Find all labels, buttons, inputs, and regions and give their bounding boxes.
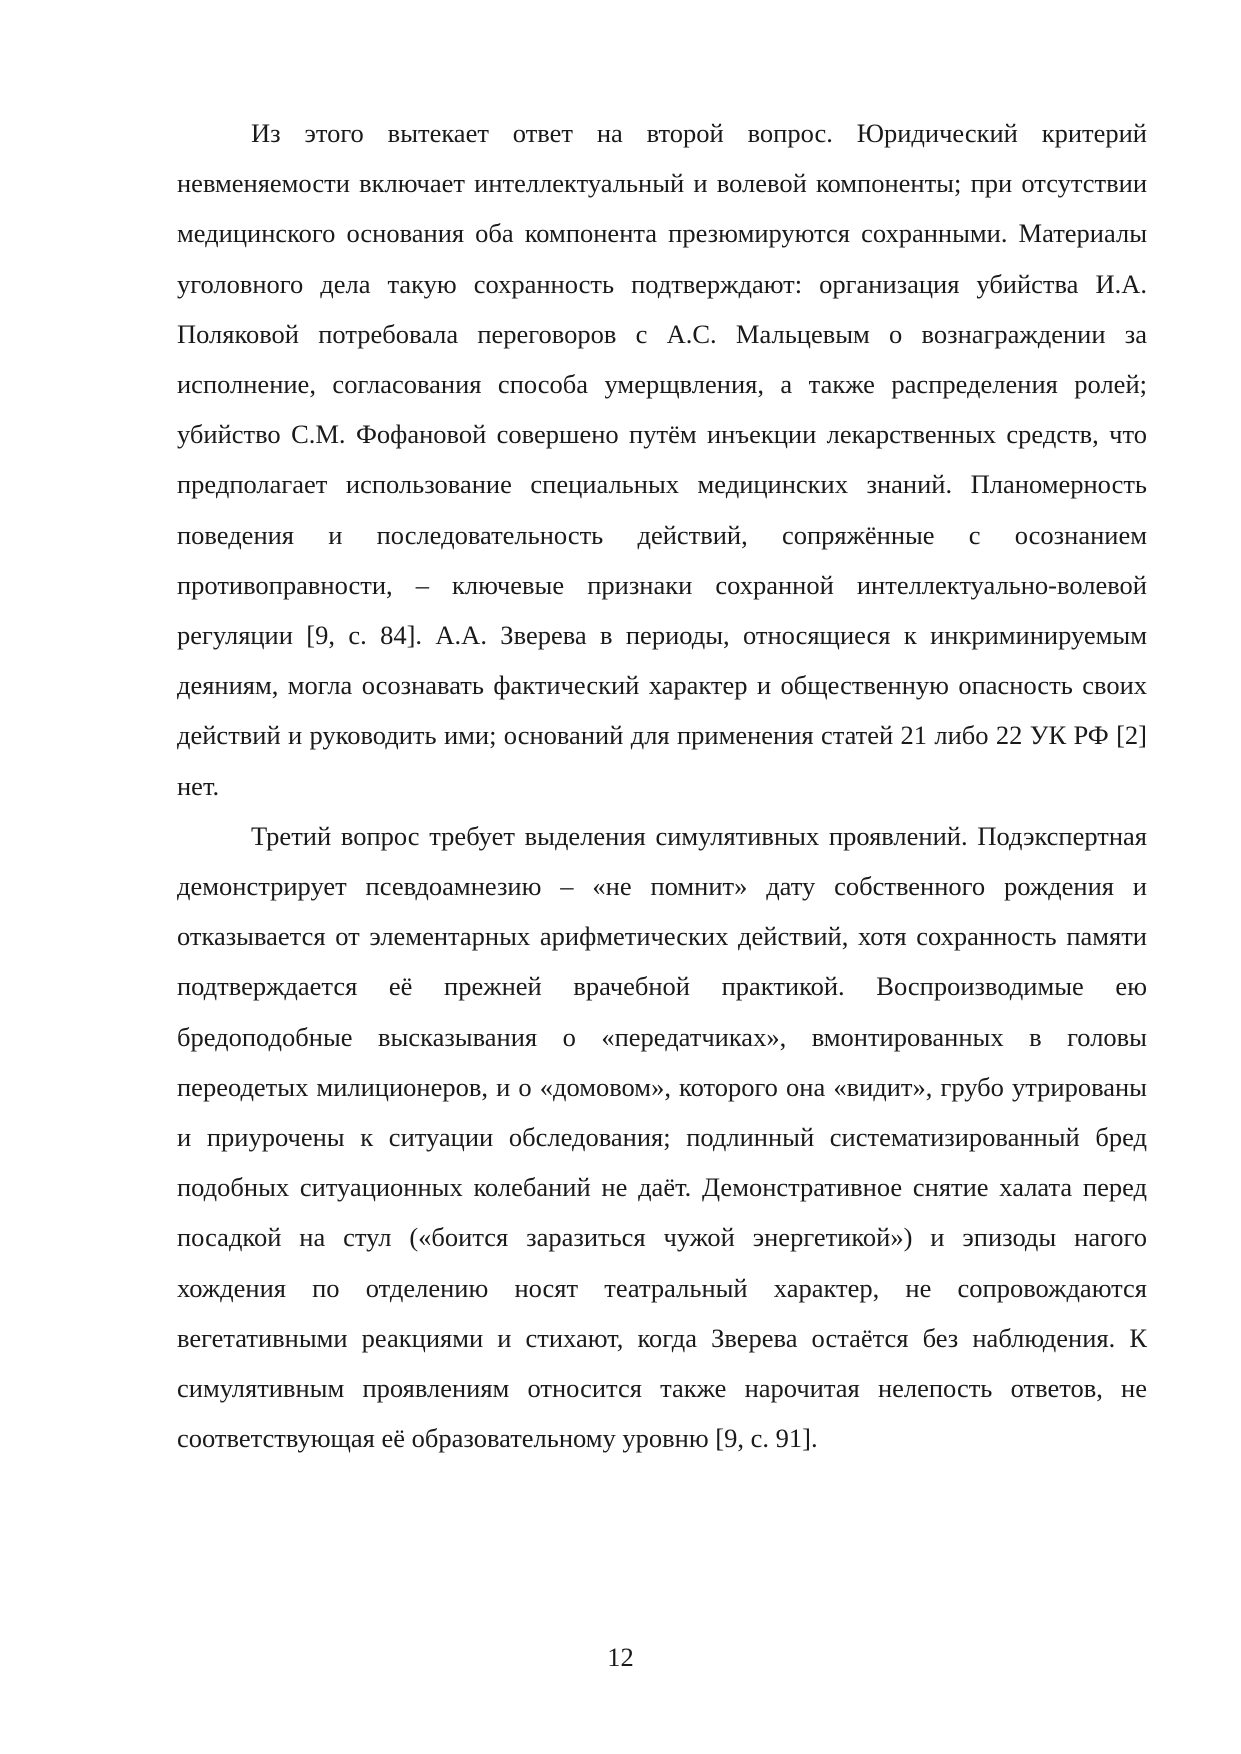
body-text <box>177 108 1147 1463</box>
page-number: 12 <box>607 1642 634 1672</box>
paragraph-simulation: Третий вопрос требует выделения симулятивных проявлений. Подэкспертная демонстрирует псевдоамнезию – «не помнит» дату собственного рождения и отказывается от элементарных арифметических действий, хотя сохранность памяти подтверждается её прежней врачебной практикой. Воспроизводимые ею бредоподобные высказывания о «передатчиках», вмонтированных в головы переодетых милиционеров, и о «домовом», которого она «видит», грубо утрированы и приурочены к ситуации обследования; подлинный систематизированный бред подобных ситуационных колебаний не даёт. Демонстративное снятие халата перед посадкой на стул («боится заразиться чужой энергетикой») и эпизоды нагого хождения по отделению носят театральный характер, не сопровождаются вегетативными реакциями и стихают, когда Зверева остаётся без наблюдения. К симулятивным проявлениям относится также нарочитая нелепость ответов, не соответствующая её образовательному уровню [9, с. 91]. <box>177 820 1147 1454</box>
paragraph-legal-criterion: Из этого вытекает ответ на второй вопрос. Юридический критерий невменяемости включает интеллектуальный и волевой компоненты; при отсутствии медицинского основания оба компонента презюмируются сохранными. Материалы уголовного дела такую сохранность подтверждают: организация убийства И.А. Поляковой потребовала переговоров с А.С. Мальцевым о вознаграждении за исполнение, согласования способа умерщвления, а также распределения ролей; убийство С.М. Фофановой совершено путём инъекции лекарственных средств, что предполагает использование специальных медицинских знаний. Планомерность поведения и последовательность действий, сопряжённые с осознанием противоправности, – ключевые признаки сохранной интеллектуально-волевой регуляции [9, с. 84]. А.А. Зверева в периоды, относящиеся к инкриминируемым деяниям, могла осознавать фактический характер и общественную опасность своих действий и руководить ими; оснований для применения статей 21 либо 22 УК РФ [2] нет. <box>177 118 1147 801</box>
